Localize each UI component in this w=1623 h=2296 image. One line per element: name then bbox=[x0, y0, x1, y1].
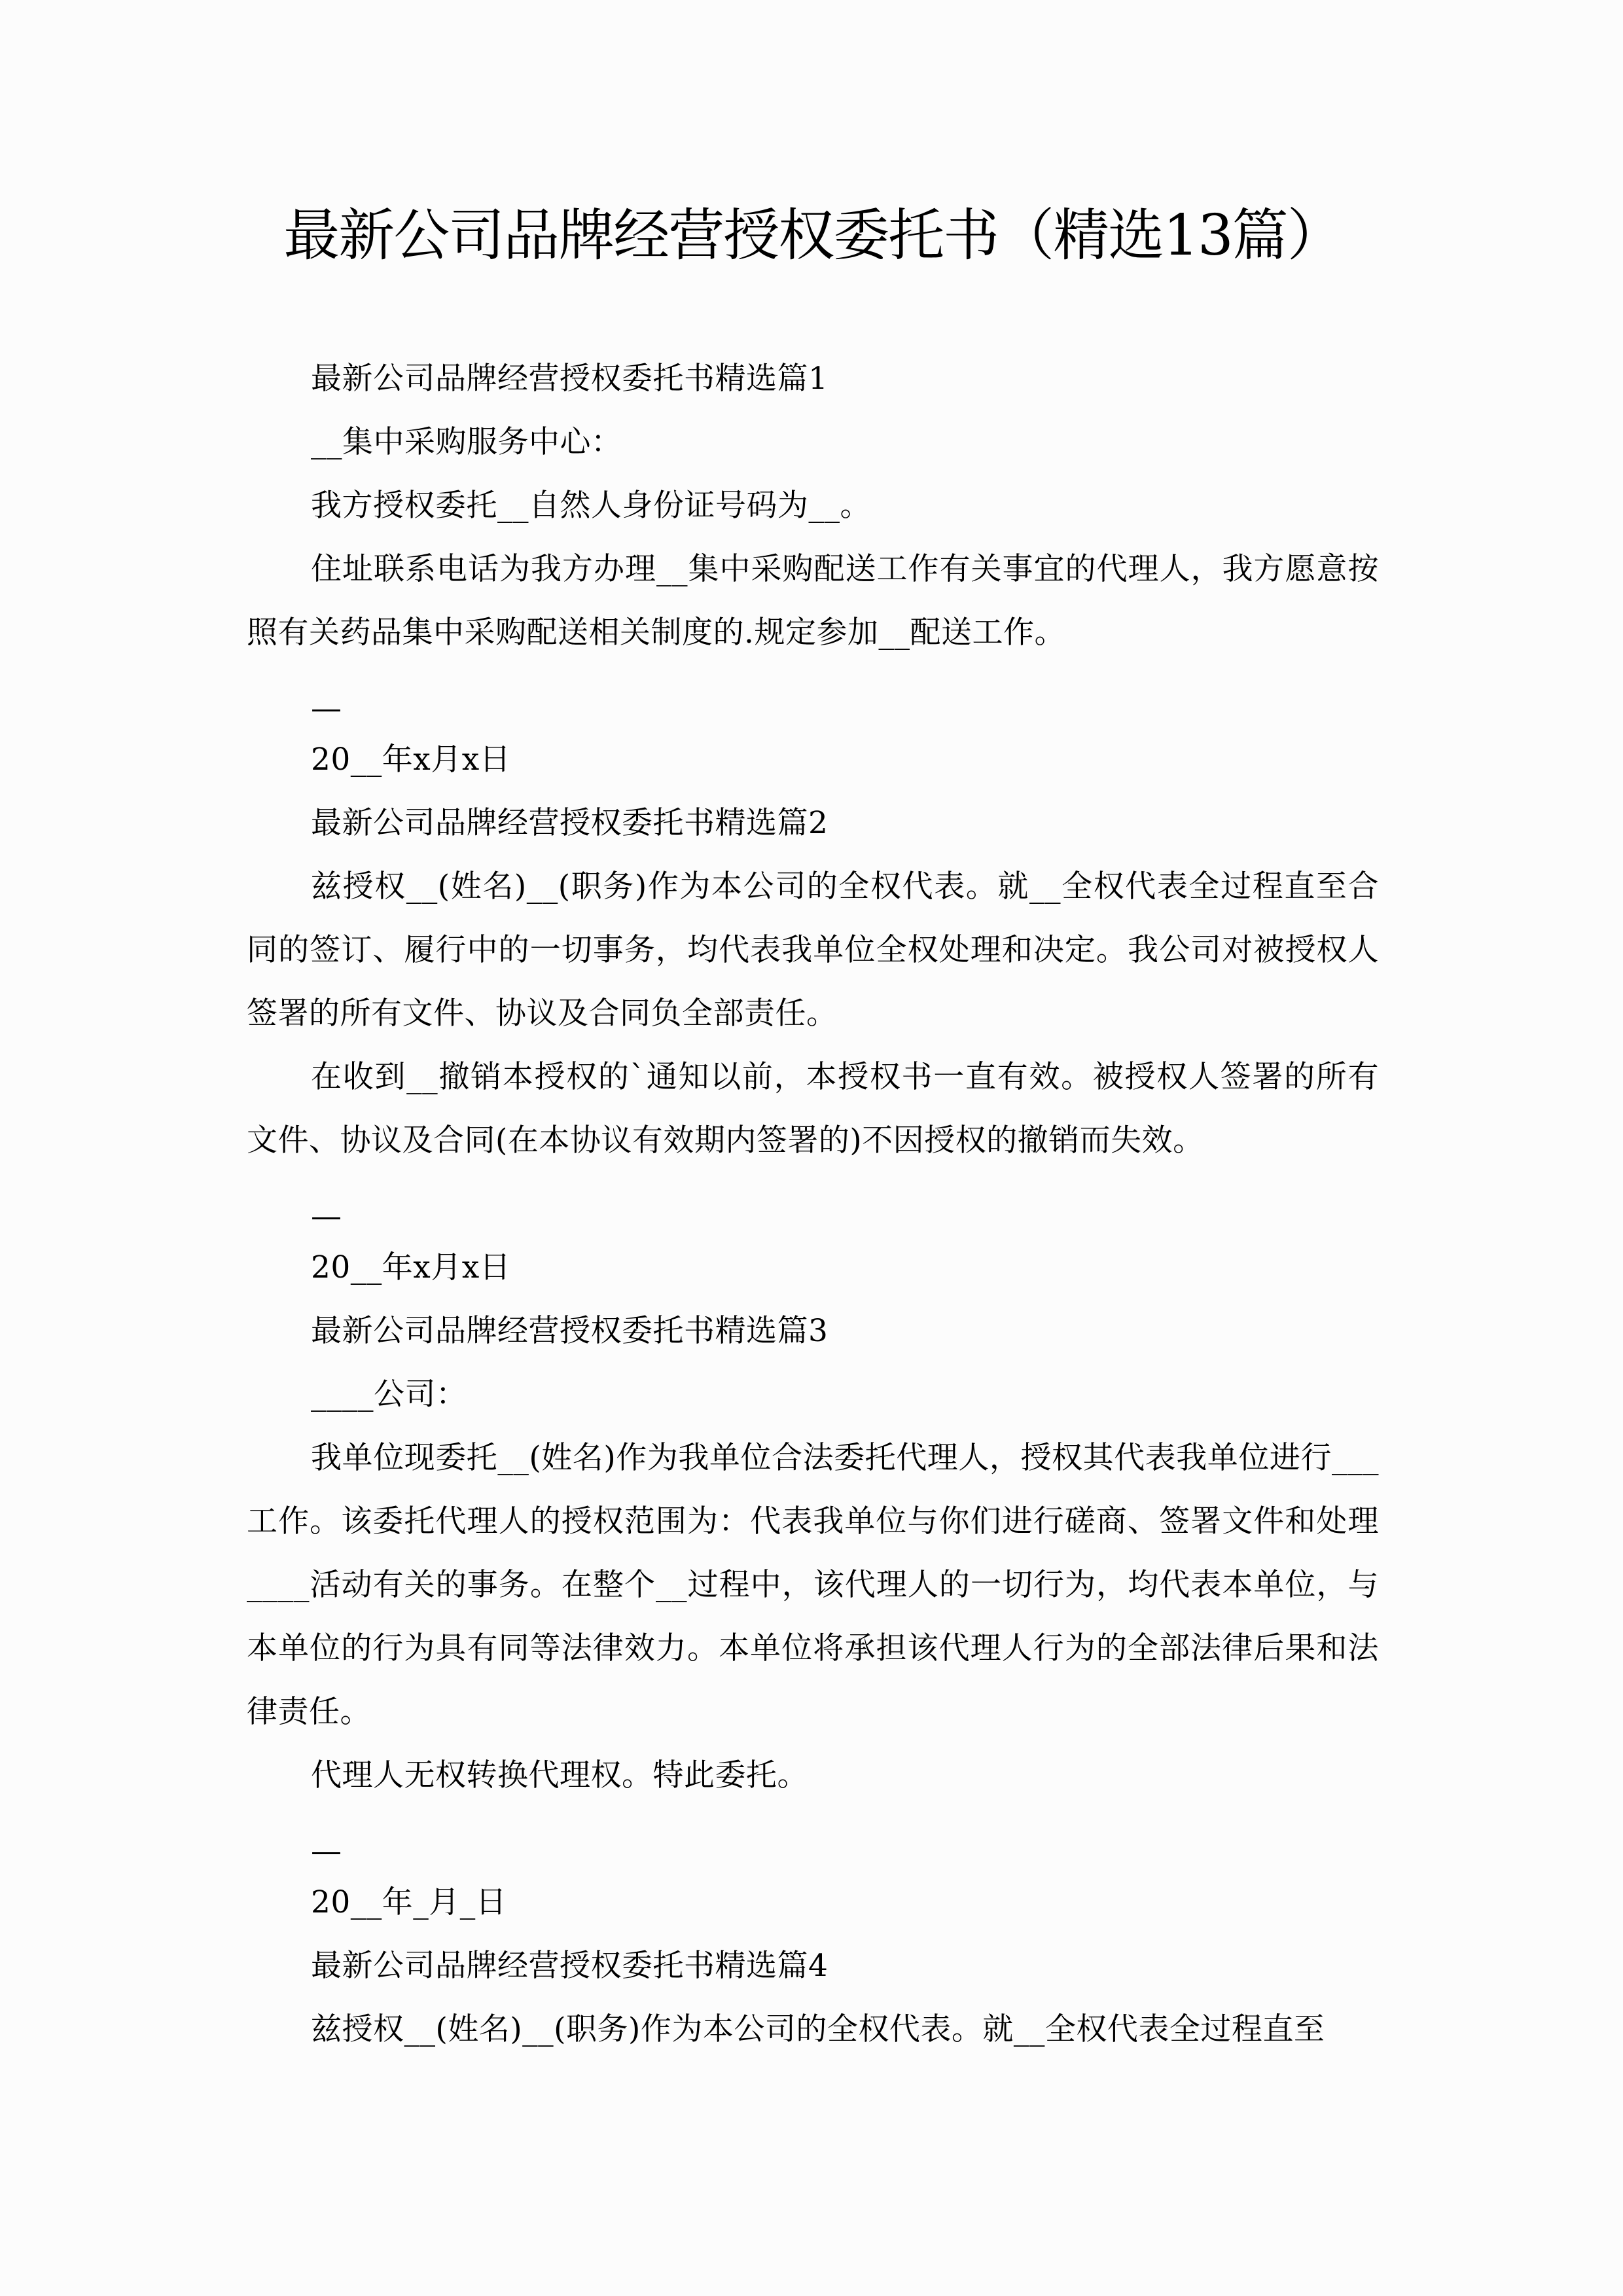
section-4 bbox=[247, 1934, 1379, 2061]
paragraph: 兹授权__(姓名)__(职务)作为本公司的全权代表。就__全权代表全过程直至 bbox=[311, 2011, 1325, 2047]
addressee: ____公司： bbox=[311, 1376, 467, 1412]
signature-line: — bbox=[311, 1198, 342, 1234]
date-line: 20__年x月x日 bbox=[311, 1249, 511, 1285]
section-heading: 最新公司品牌经营授权委托书精选篇4 bbox=[311, 1948, 829, 1984]
section-1 bbox=[247, 347, 1379, 791]
paragraph: 兹授权__(姓名)__(职务)作为本公司的全权代表。就__全权代表全过程直至合同的签订、履行中的一切事务，均代表我单位全权处理和决定。我公司对被授权人签署的所有文件、协议及合同负全部责任。 bbox=[247, 869, 1379, 1031]
document-title: 最新公司品牌经营授权委托书（精选13篇） bbox=[283, 203, 1342, 268]
document-body bbox=[247, 347, 1379, 2061]
addressee: __集中采购服务中心： bbox=[311, 424, 622, 460]
section-heading: 最新公司品牌经营授权委托书精选篇2 bbox=[311, 805, 829, 841]
signature-line: — bbox=[311, 691, 342, 726]
paragraph: 在收到__撤销本授权的`通知以前，本授权书一直有效。被授权人签署的所有文件、协议及合同(在本协议有效期内签署的)不因授权的撤销而失效。 bbox=[247, 1059, 1379, 1158]
date-line: 20__年_月_日 bbox=[311, 1884, 507, 1920]
paragraph: 代理人无权转换代理权。特此委托。 bbox=[311, 1757, 808, 1793]
signature-line: — bbox=[311, 1833, 342, 1869]
paragraph: 我方授权委托__自然人身份证号码为__。 bbox=[311, 488, 871, 524]
paragraph: 我单位现委托__(姓名)作为我单位合法委托代理人，授权其代表我单位进行___工作。该委托代理人的授权范围为：代表我单位与你们进行磋商、签署文件和处理____活动有关的事务。在整个__过程中，该代理人的一切行为，均代表本单位，与本单位的行为具有同等法律效力。本单位将承担该代理人行为的全部法律后果和法律责任。 bbox=[247, 1440, 1379, 1730]
section-3 bbox=[247, 1299, 1379, 1934]
section-heading: 最新公司品牌经营授权委托书精选篇3 bbox=[311, 1313, 829, 1349]
section-2 bbox=[247, 791, 1379, 1299]
paragraph: 住址联系电话为我方办理__集中采购配送工作有关事宜的代理人，我方愿意按照有关药品集中采购配送相关制度的.规定参加__配送工作。 bbox=[247, 551, 1379, 651]
section-heading: 最新公司品牌经营授权委托书精选篇1 bbox=[311, 361, 829, 397]
date-line: 20__年x月x日 bbox=[311, 742, 511, 778]
